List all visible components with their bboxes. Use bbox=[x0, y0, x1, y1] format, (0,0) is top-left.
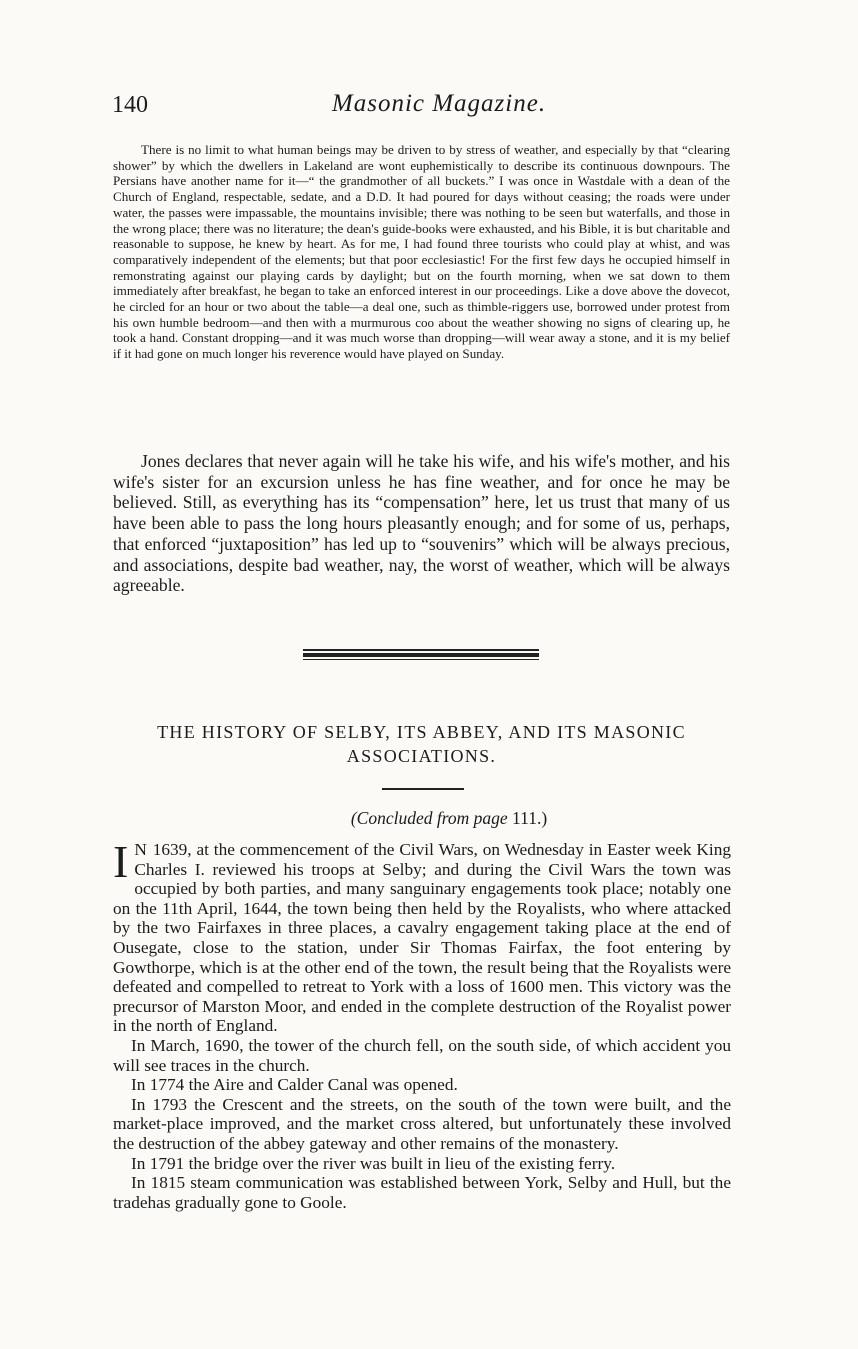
running-title: Masonic Magazine. bbox=[331, 90, 547, 117]
article-paragraph: In 1793 the Crescent and the streets, on the south of the town were built, and the market-place improved, and the market cross altered, but unfortunately these involved the destruction of the abbey gateway and other remains of the monastery. bbox=[113, 1094, 731, 1153]
article-paragraph bbox=[113, 836, 731, 1036]
continuation-note bbox=[0, 808, 858, 829]
article-title bbox=[113, 720, 730, 768]
article-body bbox=[113, 836, 731, 1212]
small-print-paragraph: There is no limit to what human beings may be driven to by stress of weather, and especially by that “clearing shower” by which the dwellers in Lakeland are wont euphemistically to describe its continuous downpours. The Persians have another name for it—“ the grandmother of all buckets.” I was once in Wastdale with a dean of the Church of England, respectable, sedate, and a D.D. It had poured for days without ceasing; the roads were under water, the passes were impassable, the mountains invisible; there was nothing to be seen but waterfalls, and those in the wrong place; there was no literature; the dean's guide-books were exhausted, and his Bible, it is but charitable and reasonable to suppose, he knew by heart. As for me, I had found three tourists who could play at whist, and was comparatively independent of the elements; but that poor ecclesiastic! For the first few days he occupied himself in remonstrating against our playing cards by daylight; but on the fourth morning, when we sat down to them immediately after breakfast, he began to take an enforced interest in our proceedings. Like a dove above the dovecot, he circled for an hour or two about the table—a deal one, such as thimble-riggers use, borrowed under protest from his own humble bedroom—and then with a murmurous coo about the weather showing no signs of clearing up, he took a hand. Constant dropping—and it was much worse than dropping—will wear away a stone, and it is my belief if it had gone on much longer his reverence would have played on Sunday. bbox=[113, 142, 730, 362]
article-title-line-2: ASSOCIATIONS. bbox=[346, 746, 497, 766]
article-paragraph: In 1815 steam communication was established between York, Selby and Hull, but the tradehas gradually gone to Goole. bbox=[113, 1173, 731, 1212]
paragraph-text: 1639, at the commencement of the Civil Wars, on Wednesday in Easter week King Charles I. reviewed his troops at Selby; and during the Civil Wars the town was occupied by both parties, and many sanguinary engagements took place; notably one on the 11th April, 1644, the town being then held by the Royalists, who where attacked by the two Fairfaxes in three places, a cavalry engagement taking place at the end of Ousegate, close to the station, under Sir Thomas Fairfax, the foot entering by Gowthorpe, which is at the other end of the town, the result being that the Royalists were defeated and compelled to retreat to York with a loss of 1600 men. This victory was the precursor of Marston Moor, and ended in the complete destruction of the Royalist power in the north of England. bbox=[113, 840, 731, 1036]
title-rule bbox=[382, 788, 464, 790]
jones-paragraph: Jones declares that never again will he take his wife, and his wife's mother, and his wife's sister for an excursion unless he has fine weather, and for once he may be believed. Still, as everything has its “compensation” here, let us trust that many of us have been able to pass the long hours pleasantly enough; and for some of us, perhaps, that enforced “juxtaposition” has led up to “souvenirs” which will be always precious, and associations, despite bad weather, nay, the worst of weather, which will be always agreeable. bbox=[113, 451, 730, 596]
continuation-prefix: (Concluded from page bbox=[350, 808, 508, 828]
article-paragraph: In 1791 the bridge over the river was built in lieu of the existing ferry. bbox=[131, 1153, 616, 1173]
article-paragraph: In 1774 the Aire and Calder Canal was opened. bbox=[131, 1075, 458, 1095]
article-paragraph: In March, 1690, the tower of the church fell, on the south side, of which accident you will see traces in the church. bbox=[113, 1035, 731, 1075]
article-title-line-1: THE HISTORY OF SELBY, ITS ABBEY, AND ITS MASONIC bbox=[157, 722, 686, 742]
first-word: N bbox=[134, 840, 148, 859]
continuation-page: 111.) bbox=[512, 808, 548, 828]
drop-cap: I bbox=[113, 836, 129, 887]
section-divider bbox=[303, 649, 539, 660]
page-number: 140 bbox=[112, 92, 148, 118]
